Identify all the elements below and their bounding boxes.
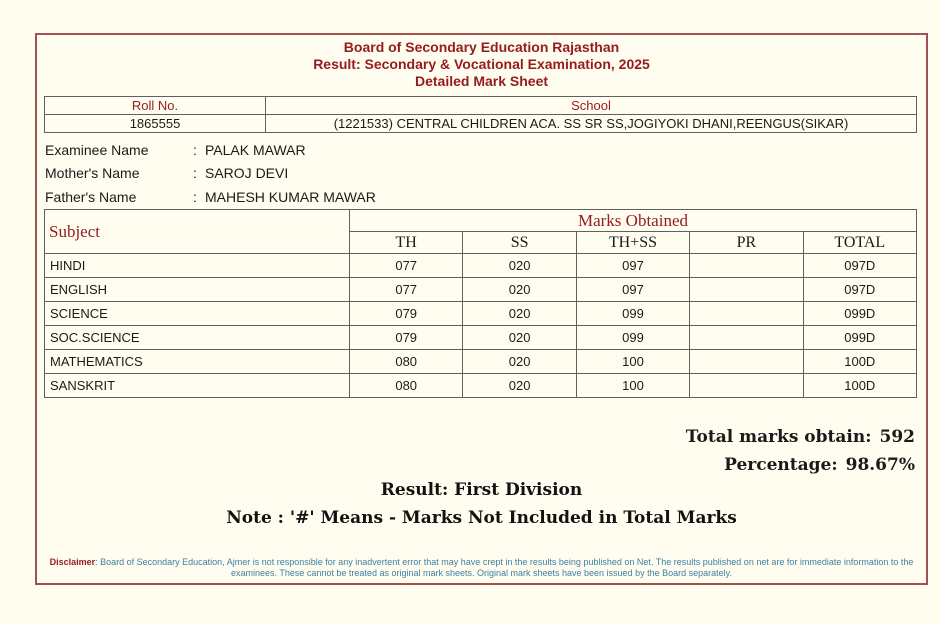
thss-cell: 097: [576, 254, 689, 278]
disclaimer-text: : Board of Secondary Education, Ajmer is not responsible for any inadvertent error that may have crept in the results being published on Net. The results published on net are for immediate information to the examinees. These cannot be treated as original mark sheets. Original mark sheets have been issued by the Board separately.: [95, 557, 914, 578]
result-line: Result: First Division: [380, 480, 583, 500]
board-title: Board of Secondary Education Rajasthan: [343, 39, 620, 55]
summary-block: [686, 423, 915, 479]
percentage-label: Percentage:: [724, 455, 838, 475]
separator: :: [193, 188, 197, 205]
pr-column-header: PR: [690, 232, 803, 254]
subject-cell: SANSKRIT: [45, 374, 350, 398]
th-cell: 079: [350, 326, 463, 350]
th-cell: 079: [350, 302, 463, 326]
table-row: [45, 97, 917, 115]
total-marks-line: [686, 423, 915, 451]
subject-cell: HINDI: [45, 254, 350, 278]
thss-cell: 099: [576, 326, 689, 350]
th-cell: 080: [350, 350, 463, 374]
note-line: Note : '#' Means - Marks Not Included in Total Marks: [226, 508, 737, 528]
separator: :: [193, 165, 197, 182]
ss-cell: 020: [463, 326, 576, 350]
roll-no-value: 1865555: [45, 115, 266, 133]
table-row: [45, 374, 917, 398]
father-name-label: Father's Name: [45, 188, 137, 205]
ss-cell: 020: [463, 302, 576, 326]
marks-obtained-header: Marks Obtained: [350, 210, 917, 232]
school-header: School: [266, 97, 917, 115]
roll-no-header: Roll No.: [45, 97, 266, 115]
examinee-details: [45, 138, 376, 209]
percentage-line: [686, 451, 915, 479]
total-cell: 100D: [803, 374, 916, 398]
table-row: [45, 254, 917, 278]
father-name-row: [45, 185, 376, 209]
exam-title: Result: Secondary & Vocational Examination, 2025: [313, 56, 650, 72]
disclaimer-label: Disclaimer: [49, 557, 96, 567]
th-column-header: TH: [350, 232, 463, 254]
subject-column-header: Subject: [45, 210, 350, 254]
roll-school-table: [44, 96, 917, 133]
ss-cell: 020: [463, 278, 576, 302]
table-row: [45, 326, 917, 350]
thss-cell: 099: [576, 302, 689, 326]
marks-table: [44, 209, 917, 398]
sheet-title: Detailed Mark Sheet: [414, 73, 549, 89]
total-cell: 099D: [803, 326, 916, 350]
thss-cell: 097: [576, 278, 689, 302]
examinee-name-value: PALAK MAWAR: [205, 141, 306, 158]
ss-cell: 020: [463, 374, 576, 398]
total-cell: 097D: [803, 278, 916, 302]
table-row: [45, 115, 917, 133]
pr-cell: [690, 254, 803, 278]
subject-cell: SOC.SCIENCE: [45, 326, 350, 350]
percentage-value: 98.67%: [845, 455, 915, 475]
thss-cell: 100: [576, 374, 689, 398]
subject-cell: ENGLISH: [45, 278, 350, 302]
disclaimer: [41, 557, 922, 579]
separator: :: [193, 141, 197, 158]
pr-cell: [690, 302, 803, 326]
subject-cell: SCIENCE: [45, 302, 350, 326]
th-cell: 077: [350, 278, 463, 302]
thss-cell: 100: [576, 350, 689, 374]
ss-cell: 020: [463, 254, 576, 278]
page-header: [37, 39, 926, 90]
total-cell: 100D: [803, 350, 916, 374]
total-marks-value: 592: [879, 427, 915, 447]
mother-name-row: [45, 162, 376, 186]
th-cell: 077: [350, 254, 463, 278]
total-cell: 099D: [803, 302, 916, 326]
total-column-header: TOTAL: [803, 232, 916, 254]
table-row: [45, 350, 917, 374]
father-name-value: MAHESH KUMAR MAWAR: [205, 188, 376, 205]
subject-cell: MATHEMATICS: [45, 350, 350, 374]
mother-name-value: SAROJ DEVI: [205, 165, 289, 182]
school-value: (1221533) CENTRAL CHILDREN ACA. SS SR SS,JOGIYOKI DHANI,REENGUS(SIKAR): [266, 115, 917, 133]
pr-cell: [690, 350, 803, 374]
examinee-name-row: [45, 138, 376, 162]
total-marks-label: Total marks obtain:: [685, 427, 872, 447]
ss-cell: 020: [463, 350, 576, 374]
pr-cell: [690, 326, 803, 350]
marksheet-border-box: [35, 33, 928, 585]
mother-name-label: Mother's Name: [45, 165, 140, 182]
table-row: [45, 302, 917, 326]
th-cell: 080: [350, 374, 463, 398]
examinee-name-label: Examinee Name: [45, 141, 149, 158]
table-header-row: [45, 210, 917, 232]
thss-column-header: TH+SS: [576, 232, 689, 254]
ss-column-header: SS: [463, 232, 576, 254]
pr-cell: [690, 278, 803, 302]
pr-cell: [690, 374, 803, 398]
table-row: [45, 278, 917, 302]
total-cell: 097D: [803, 254, 916, 278]
